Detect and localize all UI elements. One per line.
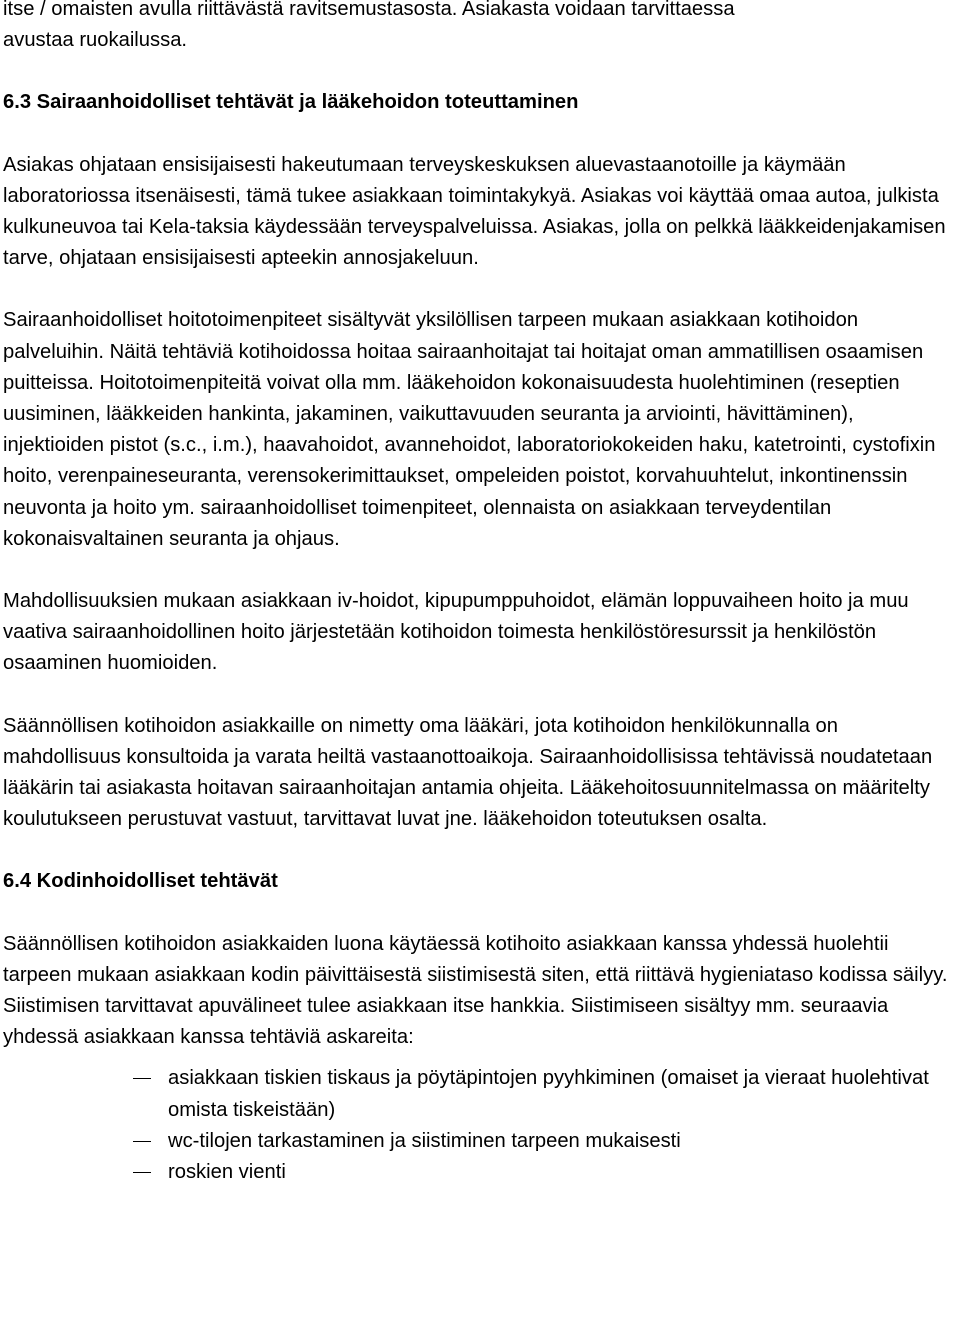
list-item	[3, 1126, 959, 1157]
section-6-3-paragraph-4: Säännöllisen kotihoidon asiakkaille on nimetty oma lääkäri, jota kotihoidon henkilökunnalla on mahdollisuus konsultoida ja varata heiltä vastaanottoaikoja. Sairaanhoidollisissa tehtävissä noudatetaan lääkärin tai asiakasta hoitavan sairaanhoitajan antamia ohjeita. Lääkehoitosuunnitelmassa on määritelty koulutukseen perustuvat vastuut, tarvittavat luvat jne. lääkehoidon toteutuksen osalta.	[3, 714, 933, 831]
task-list	[3, 1063, 959, 1188]
dash-bullet-icon	[133, 1078, 151, 1079]
list-item-text: wc-tilojen tarkastaminen ja siistiminen tarpeen mukaisesti	[168, 1129, 681, 1152]
section-6-4-paragraph: Säännöllisen kotihoidon asiakkaiden luona käytäessä kotihoito asiakkaan kanssa yhdessä huolehtii tarpeen mukaan asiakkaan kodin päivittäisestä siistimisestä siten, että riittävä hygieniataso kodissa säilyy. Siistimisen tarvittavat apuvälineet tulee asiakkaan itse hankkia. Siistimiseen sisältyy mm. seuraavia yhdessä asiakkaan kanssa tehtäviä askareita:	[3, 932, 948, 1049]
section-6-3-paragraph-1: Asiakas ohjataan ensisijaisesti hakeutumaan terveyskeskuksen aluevastaanotoille ja käymään laboratoriossa itsenäisesti, tämä tukee asiakkaan toimintakykyä. Asiakas voi käyttää omaa autoa, julkista kulkuneuvoa tai Kela-taksia käydessään terveyspalveluissa. Asiakas, jolla on pelkkä lääkkeidenjakamisen tarve, ohjataan ensisijaisesti apteekin annosjakeluun.	[3, 153, 946, 270]
dash-bullet-icon	[133, 1172, 151, 1173]
list-item	[3, 1157, 959, 1188]
intro-line-2: avustaa ruokailussa.	[3, 29, 188, 52]
intro-paragraph	[3, 0, 959, 56]
document-page	[3, 0, 959, 1188]
section-6-3-heading: 6.3 Sairaanhoidolliset tehtävät ja lääkehoidon toteuttaminen	[3, 91, 579, 114]
list-item	[3, 1063, 959, 1125]
section-6-4-heading: 6.4 Kodinhoidolliset tehtävät	[3, 870, 278, 893]
dash-bullet-icon	[133, 1141, 151, 1142]
section-6-3-paragraph-3: Mahdollisuuksien mukaan asiakkaan iv-hoidot, kipupumppuhoidot, elämän loppuvaiheen hoito ja muu vaativa sairaanhoidollinen hoito järjestetään kotihoidon toimesta henkilöstöresurssit ja henkilöstön osaaminen huomioiden.	[3, 590, 909, 675]
list-item-text: asiakkaan tiskien tiskaus ja pöytäpintojen pyyhkiminen (omaiset ja vieraat huolehtivat omista tiskeistään)	[168, 1067, 929, 1121]
intro-line-1: itse / omaisten avulla riittävästä ravitsemustasosta. Asiakasta voidaan tarvittaessa	[3, 0, 735, 20]
list-item-text: roskien vienti	[168, 1161, 286, 1184]
section-6-3-paragraph-2: Sairaanhoidolliset hoitotoimenpiteet sisältyvät yksilöllisen tarpeen mukaan asiakkaan kotihoidon palveluihin. Näitä tehtäviä kotihoidossa hoitaa sairaanhoitajat tai hoitajat oman ammatillisen osaamisen puitteissa. Hoitotoimenpiteitä voivat olla mm. lääkehoidon kokonaisuudesta huolehtiminen (reseptien uusiminen, lääkkeiden hankinta, jakaminen, vaikuttavuuden seuranta ja arviointi, hävittäminen), injektioiden pistot (s.c., i.m.), haavahoidot, avannehoidot, laboratoriokokeiden haku, katetrointi, cystofixin hoito, verenpaineseuranta, verensokerimittaukset, ompeleiden poistot, korvahuuhtelut, inkontinenssin neuvonta ja hoito ym. sairaanhoidolliset toimenpiteet, olennaista on asiakkaan terveydentilan kokonaisvaltainen seuranta ja ohjaus.	[3, 309, 936, 550]
